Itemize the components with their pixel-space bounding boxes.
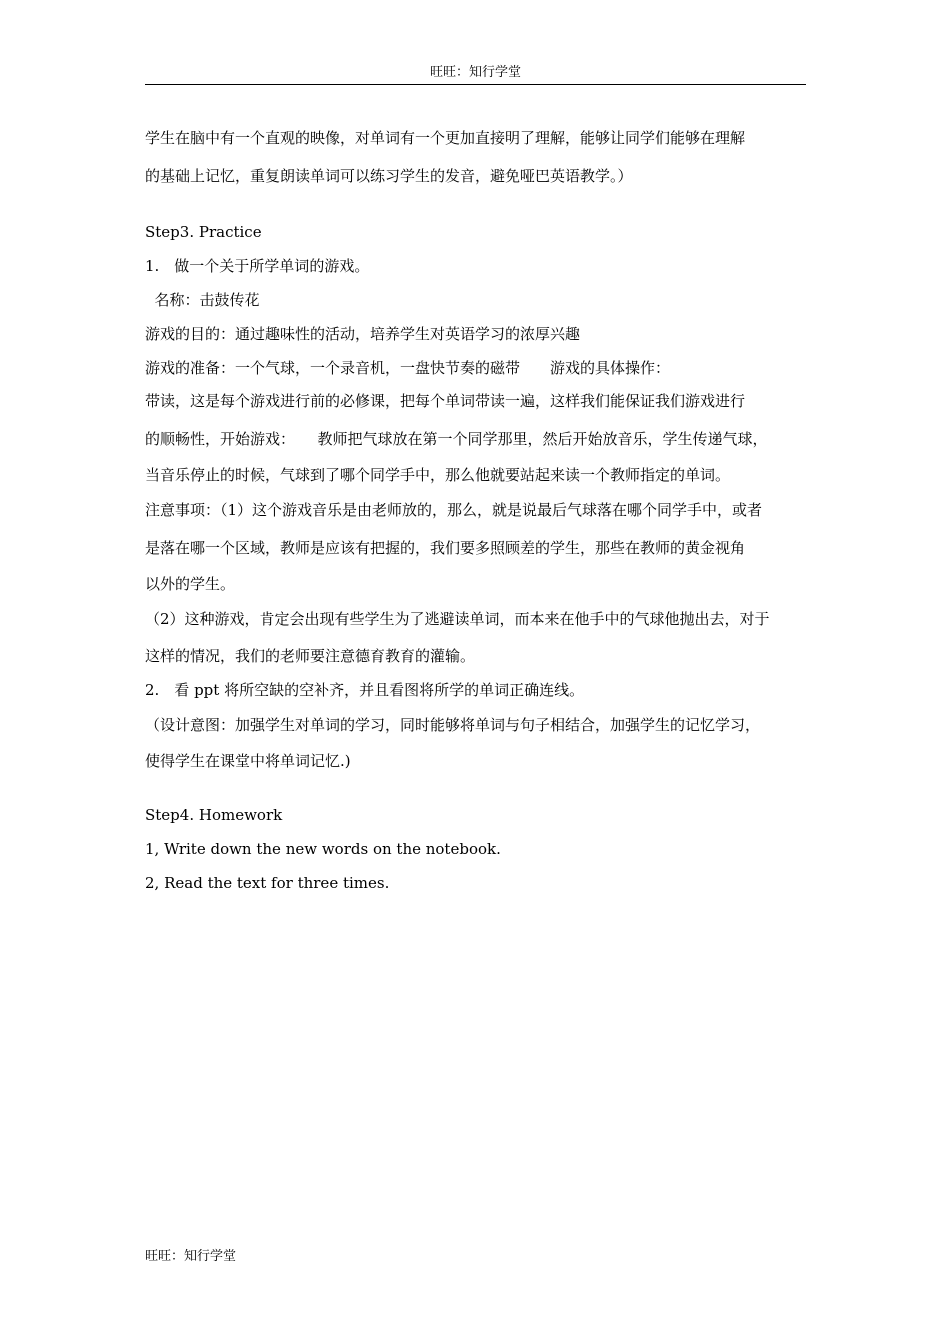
section-heading-step4: Step4. Homework — [145, 806, 283, 824]
header-rule — [145, 84, 806, 85]
list-item: 1, Write down the new words on the notebook. — [145, 840, 501, 858]
paragraph-line: 使得学生在课堂中将单词记忆.) — [145, 752, 351, 770]
paragraph-line: 注意事项：（1）这个游戏音乐是由老师放的，那么，就是说最后气球落在哪个同学手中，或者 — [145, 501, 763, 519]
paragraph-line: 学生在脑中有一个直观的映像，对单词有一个更加直接明了理解，能够让同学们能够在理解 — [145, 129, 746, 147]
paragraph-line: 名称：击鼓传花 — [145, 291, 260, 309]
list-item: 1. 做一个关于所学单词的游戏。 — [145, 257, 370, 275]
paragraph-line: 带读，这是每个游戏进行前的必修课，把每个单词带读一遍，这样我们能保证我们游戏进行 — [145, 392, 746, 410]
section-heading-step3: Step3. Practice — [145, 223, 262, 241]
paragraph-line: 的基础上记忆，重复朗读单词可以练习学生的发音，避免哑巴英语教学。） — [145, 166, 633, 185]
paragraph-line: （2）这种游戏，肯定会出现有些学生为了逃避读单词，而本来在他手中的气球他抛出去，对于 — [145, 610, 770, 628]
paragraph-line: 当音乐停止的时候，气球到了哪个同学手中，那么他就要站起来读一个教师指定的单词。 — [145, 466, 731, 484]
list-item: 2, Read the text for three times. — [145, 874, 390, 892]
paragraph-line: 游戏的目的：通过趣味性的活动，培养学生对英语学习的浓厚兴趣 — [145, 325, 581, 343]
document-body — [145, 120, 817, 900]
paragraph-line: 是落在哪一个区域，教师是应该有把握的，我们要多照顾差的学生，那些在教师的黄金视角 — [145, 538, 746, 557]
paragraph-line: 游戏的准备：一个气球，一个录音机，一盘快节奏的磁带 游戏的具体操作： — [145, 359, 671, 377]
paragraph-line: 这样的情况，我们的老师要注意德育教育的灌输。 — [145, 646, 476, 665]
paragraph-line: 以外的学生。 — [145, 575, 236, 593]
paragraph-line: 的顺畅性，开始游戏： 教师把气球放在第一个同学那里，然后开始放音乐，学生传递气球， — [145, 429, 768, 448]
page-footer: 旺旺：知行学堂 — [145, 1249, 237, 1264]
paragraph-line: （设计意图：加强学生对单词的学习，同时能够将单词与句子相结合，加强学生的记忆学习， — [145, 715, 761, 734]
list-item: 2. 看 ppt 将所空缺的空补齐，并且看图将所学的单词正确连线。 — [145, 680, 585, 699]
page-header: 旺旺：知行学堂 — [429, 65, 521, 80]
